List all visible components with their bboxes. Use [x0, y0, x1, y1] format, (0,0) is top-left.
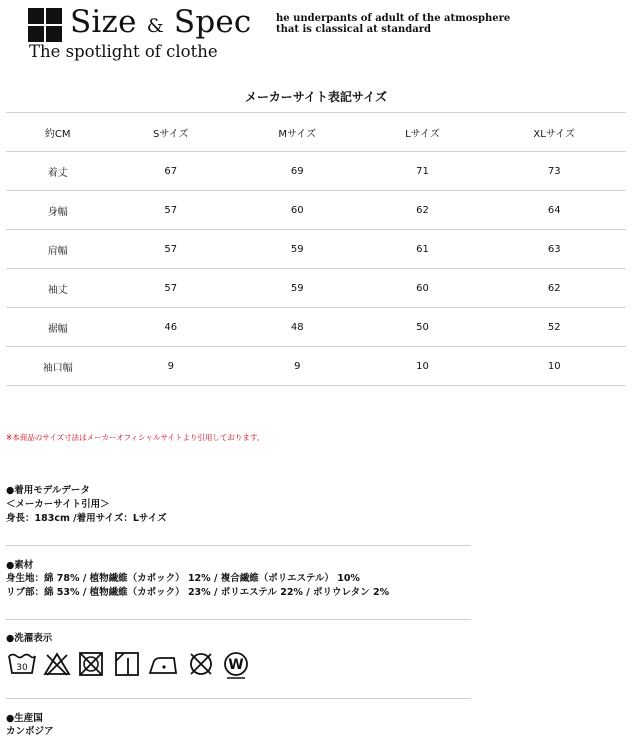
wash-30-icon: [7, 651, 37, 677]
model-line-2: 身長：183cm /着用サイズ：Lサイズ: [6, 513, 167, 524]
model-line-1: ＜メーカーサイト引用＞: [6, 499, 110, 510]
line-dry-shade-icon: [113, 651, 141, 677]
brand-title-size: Size: [70, 4, 137, 40]
material-section-title: ●素材: [6, 560, 34, 571]
brand-title: [70, 2, 251, 46]
no-bleach-icon: [43, 651, 71, 677]
wash-temp-label: 30: [16, 663, 28, 673]
size-table-row: [6, 191, 626, 230]
wet-clean-letter: W: [228, 657, 244, 673]
origin-section-title: ●生産国: [6, 713, 43, 724]
size-table-cell: 9: [232, 347, 362, 386]
brand-title-amp: &: [146, 15, 164, 37]
size-table-cell: 63: [482, 230, 626, 269]
size-table-row-label: 裾幅: [6, 308, 109, 347]
size-table-row: [6, 347, 626, 386]
size-table-title: メーカーサイト表記サイズ: [245, 90, 387, 104]
size-table-cell: 60: [363, 269, 483, 308]
size-table-cell: 10: [482, 347, 626, 386]
divider: [6, 698, 471, 699]
tagline: [276, 13, 526, 35]
size-table-cell: 61: [363, 230, 483, 269]
size-table-row-label: 袖丈: [6, 269, 109, 308]
header: [0, 0, 640, 70]
size-table-cell: 69: [232, 152, 362, 191]
model-section-title: ●着用モデルデータ: [6, 485, 90, 496]
size-table-cell: 64: [482, 191, 626, 230]
size-table-cell: 46: [109, 308, 232, 347]
brand-subtitle: The spotlight of clothe: [29, 42, 218, 61]
source-note: ※本商品のサイズ寸法はメーカーオフィシャルサイトより引用しております。: [6, 433, 265, 442]
size-table-row-label: 身幅: [6, 191, 109, 230]
size-table-header-cell: 約CM: [6, 113, 109, 152]
brand-title-spec: Spec: [173, 4, 252, 40]
size-table-cell: 52: [482, 308, 626, 347]
size-table-cell: 48: [232, 308, 362, 347]
material-line-1: 身生地：綿 78% / 植物繊維（カポック） 12% / 複合繊維（ポリエステル） 10%: [6, 573, 360, 584]
iron-low-icon: [148, 651, 180, 677]
size-table-cell: 10: [363, 347, 483, 386]
size-table-cell: 9: [109, 347, 232, 386]
size-table-cell: 62: [482, 269, 626, 308]
size-table-cell: 60: [232, 191, 362, 230]
size-table-row-label: 着丈: [6, 152, 109, 191]
size-table-header-row: [6, 113, 626, 152]
size-table-row: [6, 308, 626, 347]
care-icons: [7, 651, 267, 679]
size-table-row: [6, 152, 626, 191]
no-tumble-dry-icon: [77, 651, 105, 677]
size-table-header-cell: Mサイズ: [232, 113, 362, 152]
logo-squares-icon: [28, 8, 62, 42]
size-table-row: [6, 230, 626, 269]
size-table-cell: 73: [482, 152, 626, 191]
origin-value: カンボジア: [6, 726, 54, 737]
divider: [6, 619, 471, 620]
size-table-header-cell: Sサイズ: [109, 113, 232, 152]
size-table-cell: 50: [363, 308, 483, 347]
no-dry-clean-icon: [187, 651, 215, 677]
size-table-header-cell: XLサイズ: [482, 113, 626, 152]
size-table: [6, 112, 626, 386]
tagline-line-2: that is classical at standard: [276, 24, 431, 35]
size-table-cell: 57: [109, 269, 232, 308]
material-line-2: リブ部：綿 53% / 植物繊維（カポック） 23% / ポリエステル 22% / ポリウレタン 2%: [6, 587, 390, 598]
care-section-title: ●洗濯表示: [6, 633, 53, 644]
size-table-row-label: 肩幅: [6, 230, 109, 269]
size-table-body: [6, 113, 626, 386]
divider: [6, 545, 471, 546]
size-table-cell: 62: [363, 191, 483, 230]
tagline-line-1: he underpants of adult of the atmosphere: [276, 13, 511, 24]
size-table-cell: 57: [109, 230, 232, 269]
size-table-cell: 71: [363, 152, 483, 191]
wet-clean-icon: [221, 651, 251, 679]
size-table-cell: 59: [232, 269, 362, 308]
size-table-cell: 59: [232, 230, 362, 269]
size-table-cell: 67: [109, 152, 232, 191]
size-table-row-label: 袖口幅: [6, 347, 109, 386]
size-table-cell: 57: [109, 191, 232, 230]
size-table-header-cell: Lサイズ: [363, 113, 483, 152]
size-table-row: [6, 269, 626, 308]
